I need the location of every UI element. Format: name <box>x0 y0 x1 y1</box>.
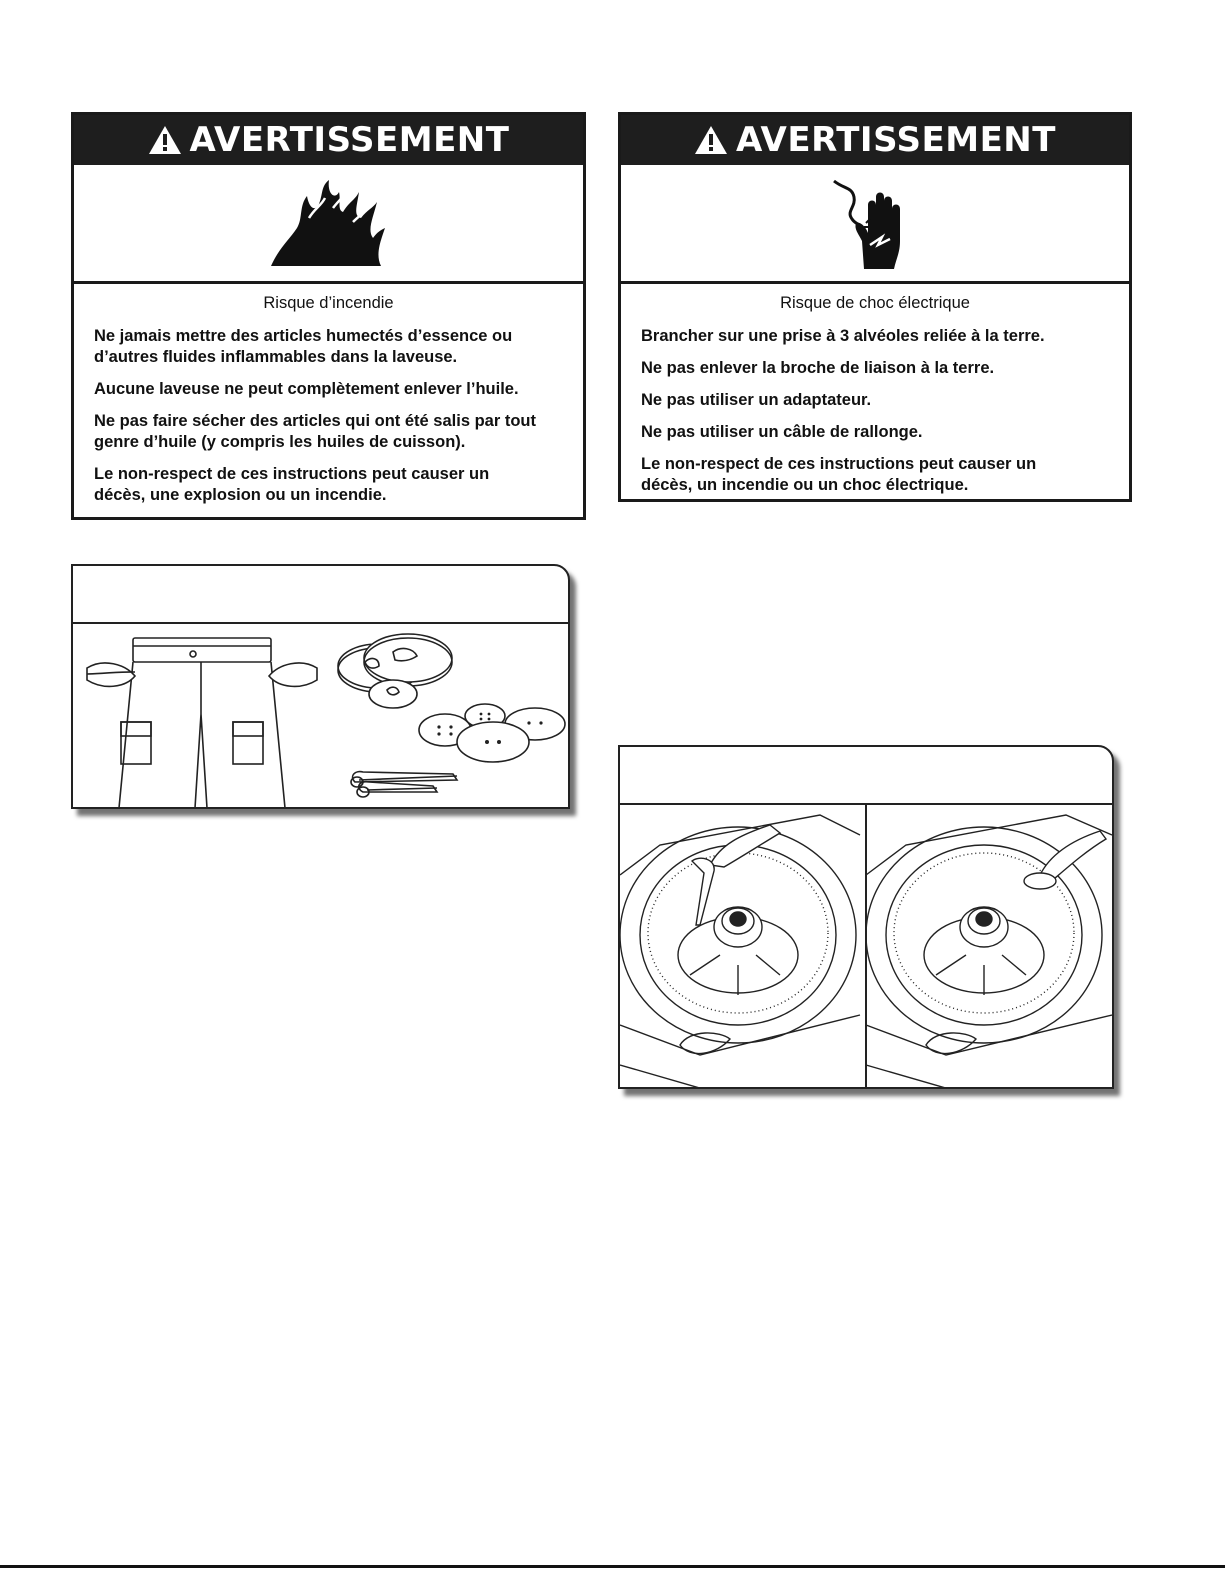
washer-panel <box>618 745 1114 1089</box>
warning-header-text: AVERTISSEMENT <box>736 120 1056 160</box>
warning-line: Aucune laveuse ne peut complètement enlever l’huile. <box>94 380 519 398</box>
buttons-illustration <box>419 704 565 762</box>
warning-line: Ne pas utiliser un câble de rallonge. <box>641 423 923 441</box>
washer-place-into-basket-illustration <box>866 815 1112 1089</box>
fire-warning-box <box>71 112 586 520</box>
warning-header-text: AVERTISSEMENT <box>189 120 510 160</box>
warning-line: Ne pas utiliser un adaptateur. <box>641 391 872 409</box>
fire-icon <box>269 178 389 268</box>
warning-line: Brancher sur une prise à 3 alvéoles reliée à la terre. <box>641 327 1045 345</box>
warning-line: Le non-respect de ces instructions peut causer un décès, un incendie ou un choc électrique. <box>641 455 1037 494</box>
panel-header-bar <box>73 566 568 624</box>
electric-icon-area <box>621 165 1129 284</box>
warning-line: Ne jamais mettre des articles humectés d’essence ou d’autres fluides inflammables dans la laveuse. <box>94 327 513 366</box>
warning-triangle-icon <box>694 125 728 155</box>
washer-illustrations <box>620 805 1112 1089</box>
coins-illustration <box>338 634 452 708</box>
warning-header <box>621 115 1129 165</box>
warning-triangle-icon <box>148 125 182 155</box>
warning-line: Ne pas enlever la broche de liaison à la terre. <box>641 359 995 377</box>
warning-line: Le non-respect de ces instructions peut causer un décès, une explosion ou un incendie. <box>94 465 490 504</box>
warning-header <box>74 115 583 165</box>
fire-icon-area <box>74 165 583 284</box>
pants-empty-pockets-illustration <box>87 638 317 808</box>
empty-pockets-panel <box>71 564 570 809</box>
washer-pour-into-basket-illustration <box>620 815 860 1089</box>
safety-pins-illustration <box>351 772 457 797</box>
warning-subtitle: Risque d’incendie <box>263 294 394 312</box>
pockets-illustration <box>73 624 568 809</box>
panel-header-bar <box>620 747 1112 805</box>
warning-subtitle: Risque de choc électrique <box>780 294 970 312</box>
warning-line: Ne pas faire sécher des articles qui ont été salis par tout genre d’huile (y compris les huiles de cuisson). <box>94 412 536 451</box>
electric-warning-box <box>618 112 1132 502</box>
page-footer-rule <box>0 1565 1225 1568</box>
electric-shock-hand-icon <box>830 175 920 271</box>
